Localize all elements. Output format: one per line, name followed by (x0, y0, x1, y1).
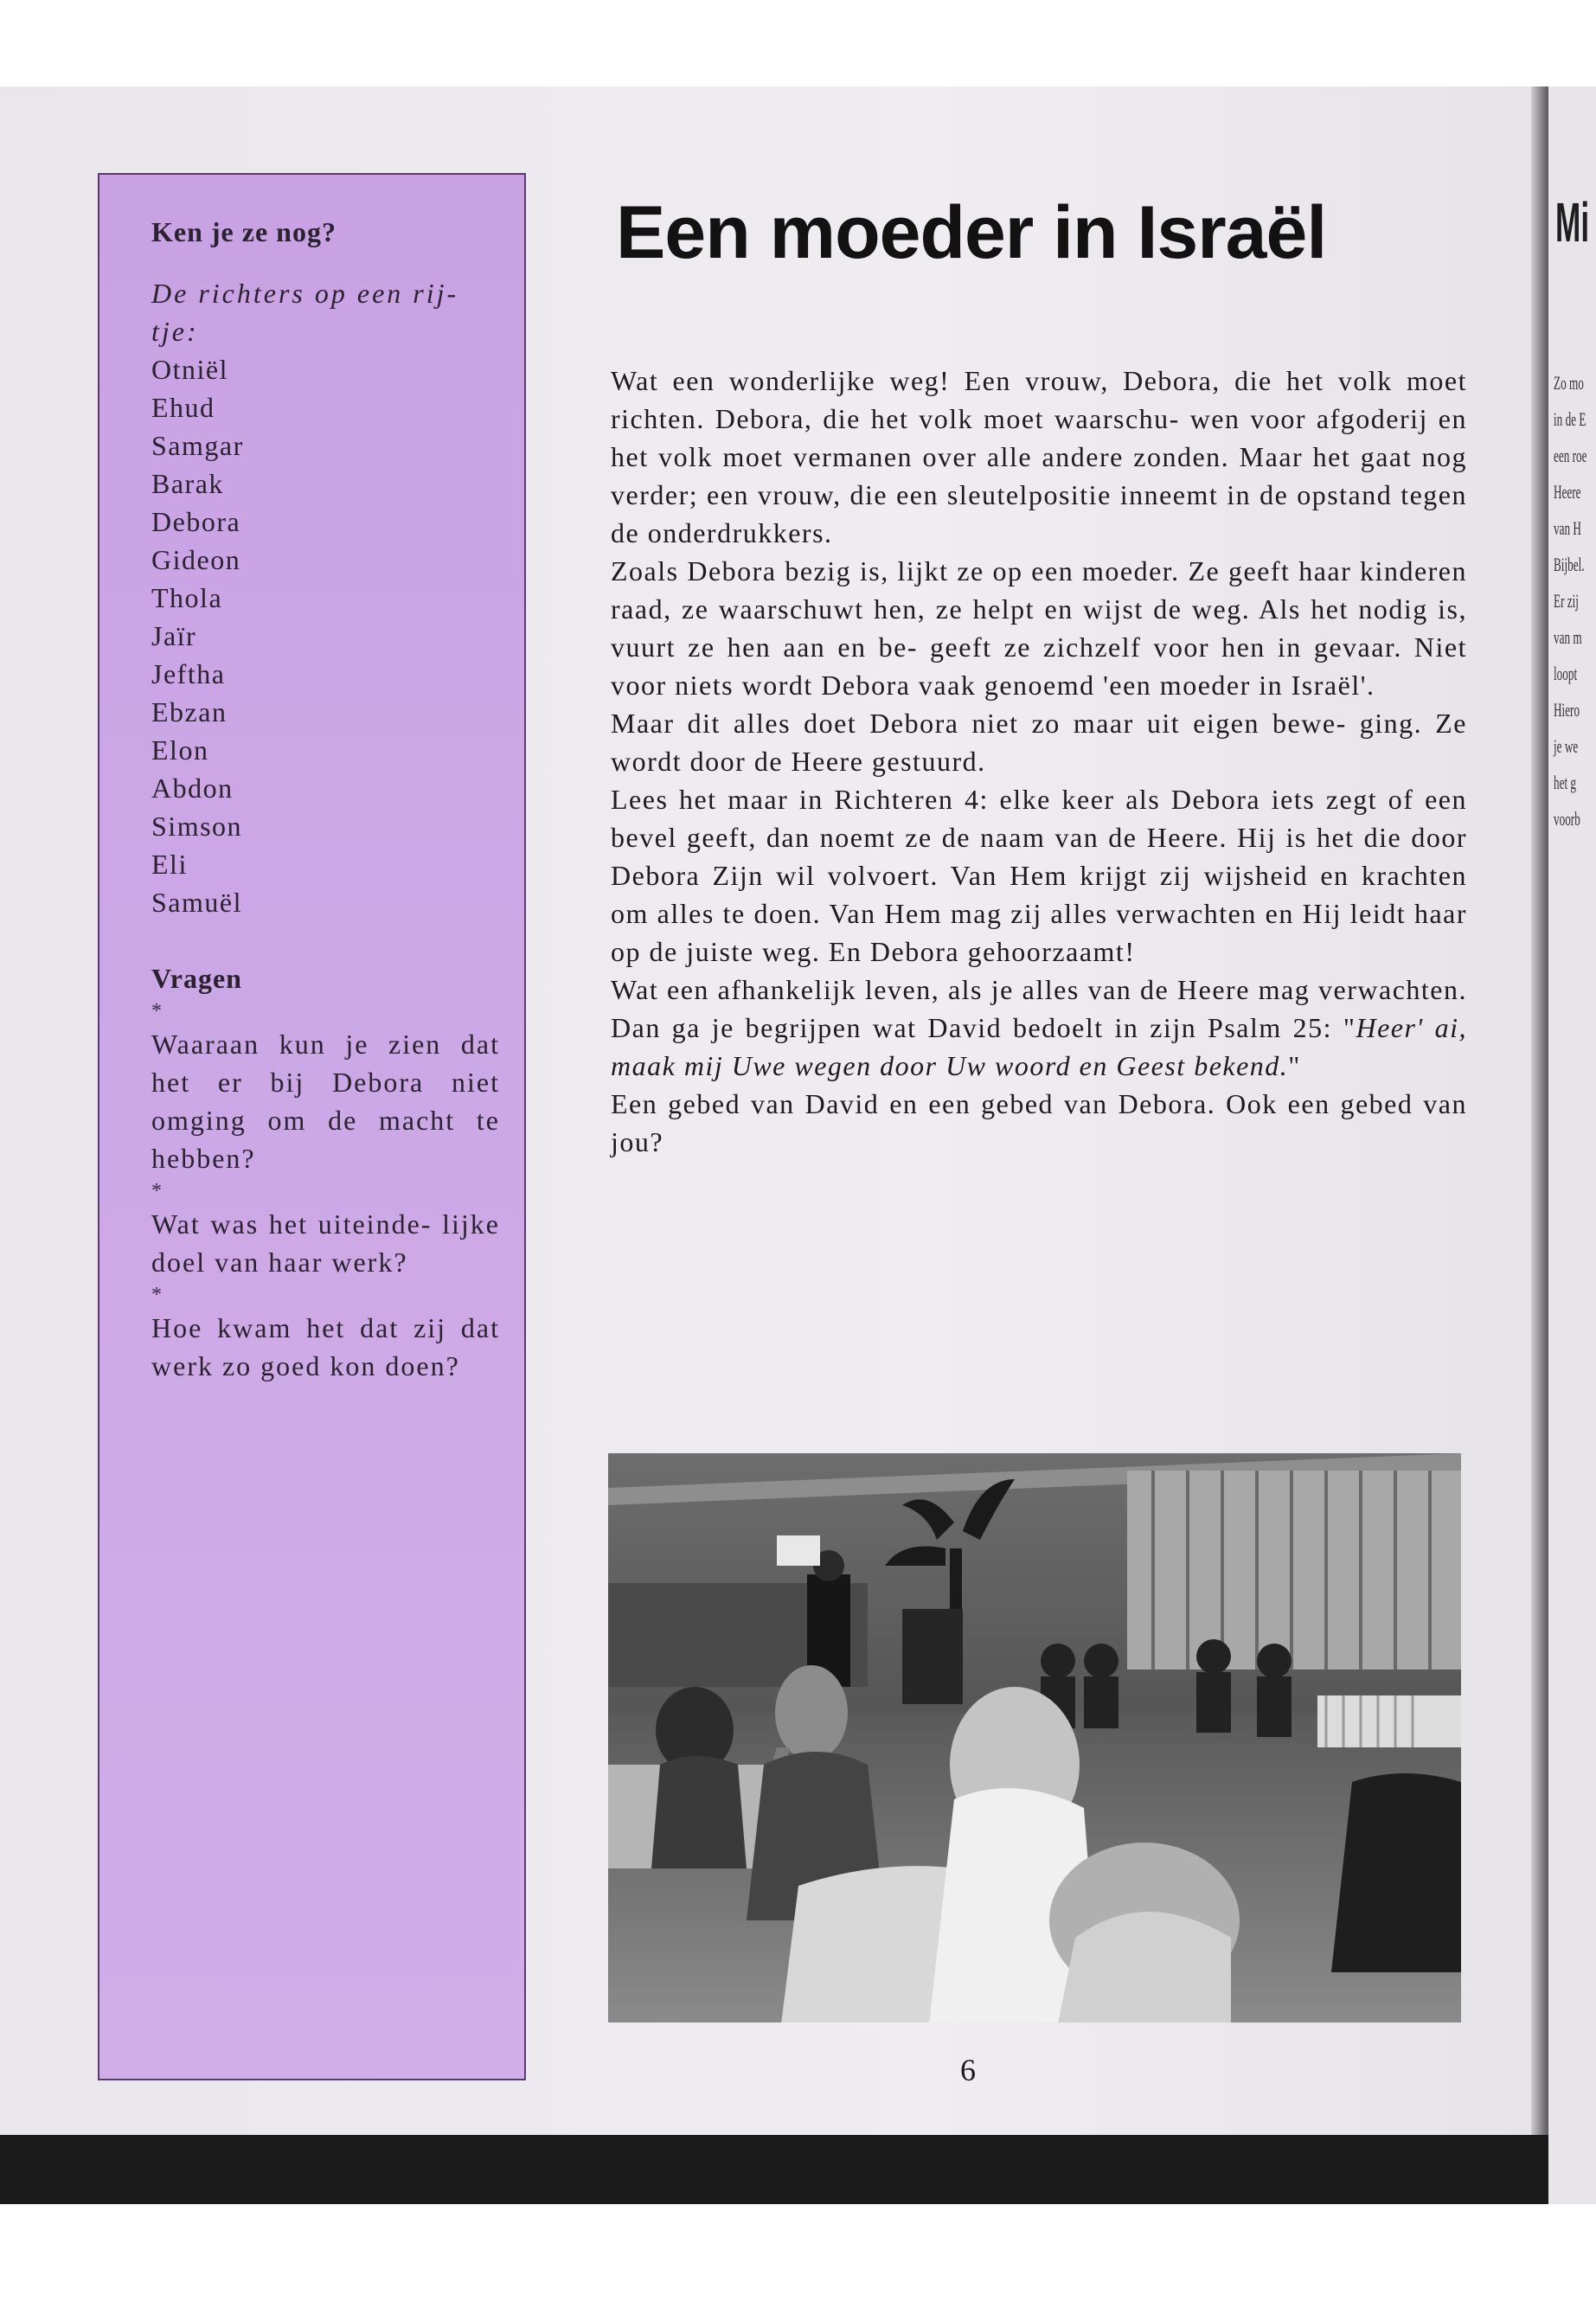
scan-margin-bottom (0, 2204, 1596, 2301)
adjacent-line: het g (1554, 772, 1577, 793)
article-paragraph: Een gebed van David en een gebed van Debora. Ook een gebed van jou? (611, 1088, 1467, 1157)
adjacent-page-edge (1548, 87, 1596, 2204)
list-item: Debora (151, 506, 241, 537)
adjacent-line: in de E (1554, 408, 1586, 430)
bullet-star: * (151, 1180, 162, 1202)
adjacent-line: Er zij (1554, 590, 1579, 612)
classroom-photo (608, 1453, 1461, 2022)
question-text: Hoe kwam het dat zij dat werk zo goed kon doen? (151, 1312, 500, 1381)
sidebar-intro: De richters op een rij- tje: (151, 278, 459, 347)
adjacent-line: Hiero (1554, 699, 1580, 721)
sidebar-box (98, 173, 526, 2080)
list-item: Simson (151, 811, 243, 842)
adjacent-line: Heere (1554, 481, 1581, 503)
adjacent-line: van H (1554, 517, 1581, 539)
adjacent-line: van m (1554, 626, 1582, 648)
photo-illustration (608, 1453, 1461, 2022)
article-paragraph-psalm (611, 971, 1467, 1085)
adjacent-line: een roe (1554, 445, 1587, 466)
psalm-intro: Wat een afhankelijk leven, als je alles van de Heere mag verwachten. Dan ga je begrijpen wat David bedoelt in zijn Psalm 25: " (611, 974, 1467, 1043)
article-body (611, 362, 1467, 1161)
list-item: Thola (151, 582, 223, 613)
list-item: Otniël (151, 354, 228, 385)
bullet-star: * (151, 1284, 162, 1306)
list-item: Jaïr (151, 620, 197, 651)
list-item: Ebzan (151, 696, 228, 727)
adjacent-page-title: Mi (1555, 191, 1590, 253)
list-item: Samgar (151, 430, 244, 461)
judges-list (151, 350, 500, 921)
list-item: Eli (151, 849, 188, 880)
scan-bottom-band (0, 2135, 1548, 2204)
bullet-star: * (151, 1000, 162, 1022)
list-item: Abdon (151, 772, 234, 804)
book-spine (1531, 87, 1548, 2204)
adjacent-line: voorb (1554, 808, 1580, 830)
sidebar-heading: Ken je ze nog? (151, 216, 337, 247)
list-item: Gideon (151, 544, 241, 575)
psalm-quote-close: " (1288, 1050, 1301, 1081)
article-title: Een moeder in Israël (616, 191, 1327, 274)
list-item: Elon (151, 734, 209, 766)
list-item: Samuël (151, 887, 242, 918)
scan-margin-top (0, 0, 1596, 87)
adjacent-line: je we (1554, 735, 1579, 757)
psalm-quote: Heer' ai, maak mij Uwe wegen door Uw woord en Geest bekend. (611, 1012, 1468, 1081)
article-paragraph: Lees het maar in Richteren 4: elke keer als Debora iets zegt of een bevel geeft, dan noemt ze de naam van de Heere. Hij is het die door Debora Zijn wil volvoert. Van Hem krijgt zij wijsheid en krachten om alles te doen. Van Hem mag zij alles verwachten en Hij leidt haar op de juiste weg. En Debora gehoorzaamt! (611, 784, 1467, 967)
page-number: 6 (960, 2053, 976, 2087)
list-item: Jeftha (151, 658, 226, 689)
adjacent-line: loopt (1554, 663, 1578, 684)
adjacent-line: Bijbel. (1554, 554, 1585, 575)
article-paragraph: Zoals Debora bezig is, lijkt ze op een moeder. Ze geeft haar kinderen raad, ze waarschuwt hen, ze helpt en wijst de weg. Als het nodig is, vuurt ze hen aan en be- geeft ze zichzelf voor hen in gevaar. Niet voor niets wordt Debora vaak genoemd 'een moeder in Israël'. (611, 555, 1467, 701)
questions-heading: Vragen (151, 963, 242, 994)
article-paragraph: Maar dit alles doet Debora niet zo maar uit eigen bewe- ging. Ze wordt door de Heere gestuurd. (611, 708, 1467, 777)
article-paragraph: Wat een wonderlijke weg! Een vrouw, Debora, die het volk moet richten. Debora, die het volk moet waarschu- wen voor afgoderij en het volk moet vermanen over alle andere zonden. Maar het gaat nog verder; een vrouw, die een sleutelpositie inneemt in de opstand tegen de onderdrukkers. (611, 365, 1467, 548)
adjacent-line: Zo mo (1554, 372, 1584, 394)
question-text: Waaraan kun je zien dat het er bij Debora niet omging om de macht te hebben? (151, 1029, 500, 1174)
list-item: Ehud (151, 392, 215, 423)
list-item: Barak (151, 468, 224, 499)
question-text: Wat was het uiteinde- lijke doel van haar werk? (151, 1208, 500, 1278)
